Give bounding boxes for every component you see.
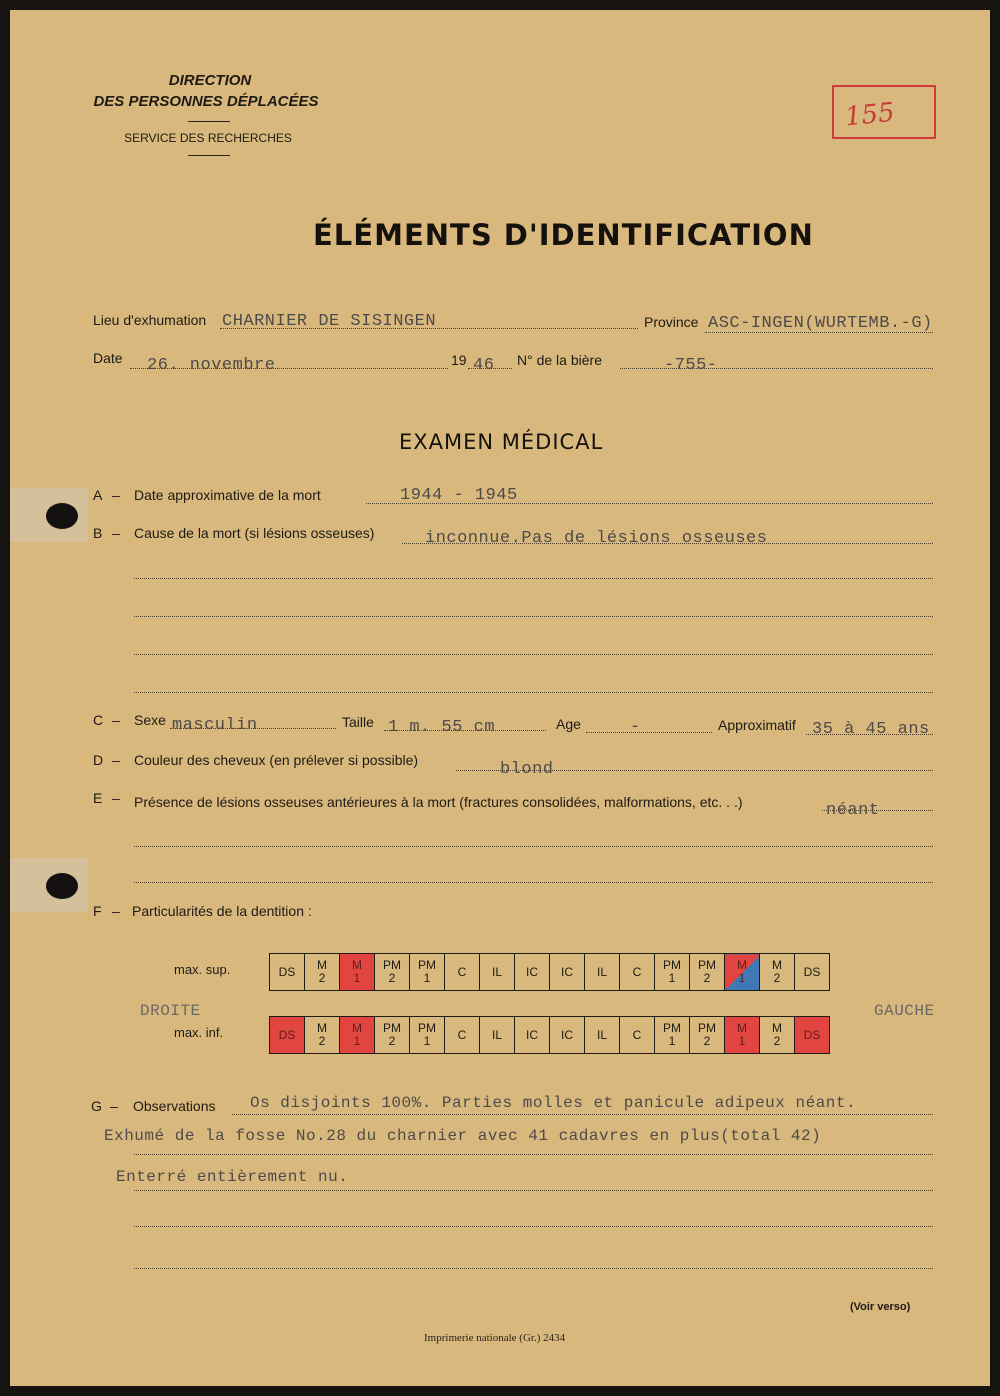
tooth-sup-0 [270, 954, 305, 991]
tooth-number: 2 [318, 1034, 326, 1048]
tooth-code: PM [418, 958, 436, 972]
tooth-number: 2 [773, 971, 781, 985]
stamp-number: 155 [843, 97, 897, 133]
item-f-label: Particularités de la dentition : [132, 903, 312, 919]
item-e-label: Présence de lésions osseuses antérieures à la mort (fractures consolidées, malformations, etc. . .) [134, 794, 743, 810]
tooth-inf-13 [725, 1017, 760, 1054]
tooth-code: M [317, 1021, 327, 1035]
header-personnes: DES PERSONNES DÉPLACÉES [93, 93, 319, 110]
approx-label: Approximatif [718, 717, 796, 733]
tooth-number: 1 [668, 971, 676, 985]
item-c-dash: – [112, 712, 120, 728]
tooth-code: C [632, 964, 642, 979]
tooth-code: PM [663, 1021, 681, 1035]
tooth-inf-6 [480, 1017, 515, 1054]
tooth-code: IC [561, 964, 573, 979]
tooth-code: M [317, 958, 327, 972]
tooth-inf-1 [305, 1017, 340, 1054]
tooth-sup-15 [795, 954, 830, 991]
item-b-blank-line-1 [134, 578, 933, 579]
approx-value: 35 à 45 ans [812, 720, 930, 739]
tooth-inf-2 [340, 1017, 375, 1054]
item-d-dash: – [112, 752, 120, 768]
tooth-code: C [457, 1027, 467, 1042]
tooth-sup-6 [480, 954, 515, 991]
max-sup-label: max. sup. [174, 962, 231, 977]
tooth-inf-14 [760, 1017, 795, 1054]
tooth-number: 2 [388, 1034, 396, 1048]
item-g-letter: G [91, 1098, 102, 1114]
tooth-sup-8 [550, 954, 585, 991]
tooth-number: 1 [423, 971, 431, 985]
item-g-dotted-line-1 [232, 1114, 933, 1115]
tooth-sup-11 [655, 954, 690, 991]
tooth-sup-5 [445, 954, 480, 991]
item-g-dash: – [110, 1098, 118, 1114]
tooth-sup-1 [305, 954, 340, 991]
item-a-value: 1944 - 1945 [400, 486, 518, 505]
item-a-letter: A [93, 487, 103, 503]
item-e-blank-line-2 [134, 882, 933, 883]
tooth-code: C [632, 1027, 642, 1042]
item-a-label: Date approximative de la mort [134, 487, 321, 503]
taille-value: 1 m. 55 cm [388, 718, 496, 737]
tooth-number: 2 [703, 1034, 711, 1048]
header-service: SERVICE DES RECHERCHES [124, 131, 292, 145]
tooth-code: IC [561, 1027, 573, 1042]
item-g-dotted-line-4 [134, 1226, 933, 1227]
year-prefix: 19 [451, 352, 467, 368]
dentition-upper-chart [269, 953, 830, 991]
tooth-code: M [772, 958, 782, 972]
tooth-code: PM [383, 958, 401, 972]
year-suffix: 46 [473, 356, 495, 375]
date-value: 26. novembre [147, 356, 276, 375]
tooth-sup-3 [375, 954, 410, 991]
tooth-sup-12 [690, 954, 725, 991]
tooth-inf-4 [410, 1017, 445, 1054]
tooth-inf-9 [585, 1017, 620, 1054]
item-g-label: Observations [133, 1098, 216, 1114]
tooth-code: IC [526, 1027, 538, 1042]
item-d-value: blond [500, 760, 554, 779]
item-b-blank-line-3 [134, 654, 933, 655]
tooth-inf-3 [375, 1017, 410, 1054]
tooth-inf-11 [655, 1017, 690, 1054]
tooth-code: IL [596, 1027, 607, 1042]
header-direction: DIRECTION [168, 72, 252, 89]
province-label: Province [644, 314, 699, 330]
tooth-number: 1 [353, 1034, 361, 1048]
item-d-letter: D [93, 752, 104, 768]
tooth-code: M [737, 958, 747, 972]
tooth-code: M [737, 1021, 747, 1035]
gauche-label: GAUCHE [874, 1002, 935, 1020]
tooth-sup-14 [760, 954, 795, 991]
tooth-code: PM [698, 1021, 716, 1035]
observations-line-2: Exhumé de la fosse No.28 du charnier avec 41 cadavres en plus(total 42) [104, 1127, 822, 1145]
tooth-sup-9 [585, 954, 620, 991]
item-f-letter: F [93, 903, 102, 919]
tooth-inf-10 [620, 1017, 655, 1054]
tooth-code: IL [596, 964, 607, 979]
age-value: - [630, 718, 641, 737]
punch-hole-bottom [46, 873, 78, 899]
item-e-value: néant [826, 801, 880, 820]
item-b-label: Cause de la mort (si lésions osseuses) [134, 525, 375, 541]
tooth-code: PM [698, 958, 716, 972]
item-d-label: Couleur des cheveux (en prélever si possible) [134, 752, 419, 768]
tooth-code: DS [803, 964, 821, 979]
tooth-inf-0 [270, 1017, 305, 1054]
item-b-letter: B [93, 525, 103, 541]
item-f-dash: – [112, 903, 120, 919]
dentition-lower-chart [269, 1016, 830, 1054]
tooth-code: IL [491, 964, 502, 979]
province-value: ASC-INGEN(WURTEMB.-G) [708, 314, 933, 333]
tooth-number: 1 [738, 971, 746, 985]
lieu-label: Lieu d'exhumation [93, 312, 207, 328]
age-label: Age [556, 716, 581, 732]
tooth-code: IL [491, 1027, 502, 1042]
tooth-code: DS [278, 1027, 296, 1042]
tooth-sup-7 [515, 954, 550, 991]
droite-label: DROITE [140, 1002, 201, 1020]
tooth-number: 1 [353, 971, 361, 985]
observations-line-3: Enterré entièrement nu. [116, 1168, 349, 1186]
item-e-dash: – [112, 790, 120, 806]
tooth-sup-13 [725, 954, 760, 991]
tooth-code: DS [803, 1027, 821, 1042]
section-title: EXAMEN MÉDICAL [399, 430, 604, 454]
tooth-inf-5 [445, 1017, 480, 1054]
item-b-dash: – [112, 525, 120, 541]
tooth-code: PM [383, 1021, 401, 1035]
item-c-letter: C [93, 712, 104, 728]
voir-verso: (Voir verso) [850, 1301, 911, 1313]
tooth-code: M [772, 1021, 782, 1035]
taille-label: Taille [342, 714, 374, 730]
biere-label: N° de la bière [517, 352, 602, 368]
sexe-value: masculin [172, 716, 258, 735]
tooth-code: PM [418, 1021, 436, 1035]
tooth-number: 1 [423, 1034, 431, 1048]
tooth-code: M [352, 1021, 362, 1035]
observations-line-1: Os disjoints 100%. Parties molles et panicule adipeux néant. [250, 1094, 857, 1112]
page-title: ÉLÉMENTS D'IDENTIFICATION [313, 218, 814, 252]
tooth-number: 2 [773, 1034, 781, 1048]
tooth-code: C [457, 964, 467, 979]
item-b-value: inconnue.Pas de lésions osseuses [425, 529, 768, 548]
tooth-code: IC [526, 964, 538, 979]
header-rule-2 [188, 155, 230, 156]
tooth-sup-2 [340, 954, 375, 991]
sexe-label: Sexe [134, 712, 166, 728]
date-label: Date [93, 350, 123, 366]
age-dotted-line [586, 732, 712, 733]
item-g-dotted-line-2 [134, 1154, 933, 1155]
item-e-letter: E [93, 790, 103, 806]
item-b-blank-line-2 [134, 616, 933, 617]
tooth-number: 2 [318, 971, 326, 985]
max-inf-label: max. inf. [174, 1025, 224, 1040]
item-b-blank-line-4 [134, 692, 933, 693]
punch-hole-top [46, 503, 78, 529]
header-rule-1 [188, 121, 230, 122]
tooth-code: DS [278, 964, 296, 979]
lieu-value: CHARNIER DE SISINGEN [222, 312, 437, 331]
tooth-code: PM [663, 958, 681, 972]
item-a-dash: – [112, 487, 120, 503]
item-g-dotted-line-5 [134, 1268, 933, 1269]
tooth-number: 1 [668, 1034, 676, 1048]
tooth-number: 1 [738, 1034, 746, 1048]
tooth-inf-15 [795, 1017, 830, 1054]
tooth-number: 2 [388, 971, 396, 985]
tooth-inf-7 [515, 1017, 550, 1054]
tooth-sup-10 [620, 954, 655, 991]
tooth-inf-12 [690, 1017, 725, 1054]
tooth-sup-4 [410, 954, 445, 991]
item-g-dotted-line-3 [134, 1190, 933, 1191]
printer-footer: Imprimerie nationale (Gr.) 2434 [424, 1332, 566, 1344]
tooth-code: M [352, 958, 362, 972]
tooth-inf-8 [550, 1017, 585, 1054]
tooth-number: 2 [703, 971, 711, 985]
item-e-blank-line-1 [134, 846, 933, 847]
biere-value: -755- [664, 356, 718, 375]
